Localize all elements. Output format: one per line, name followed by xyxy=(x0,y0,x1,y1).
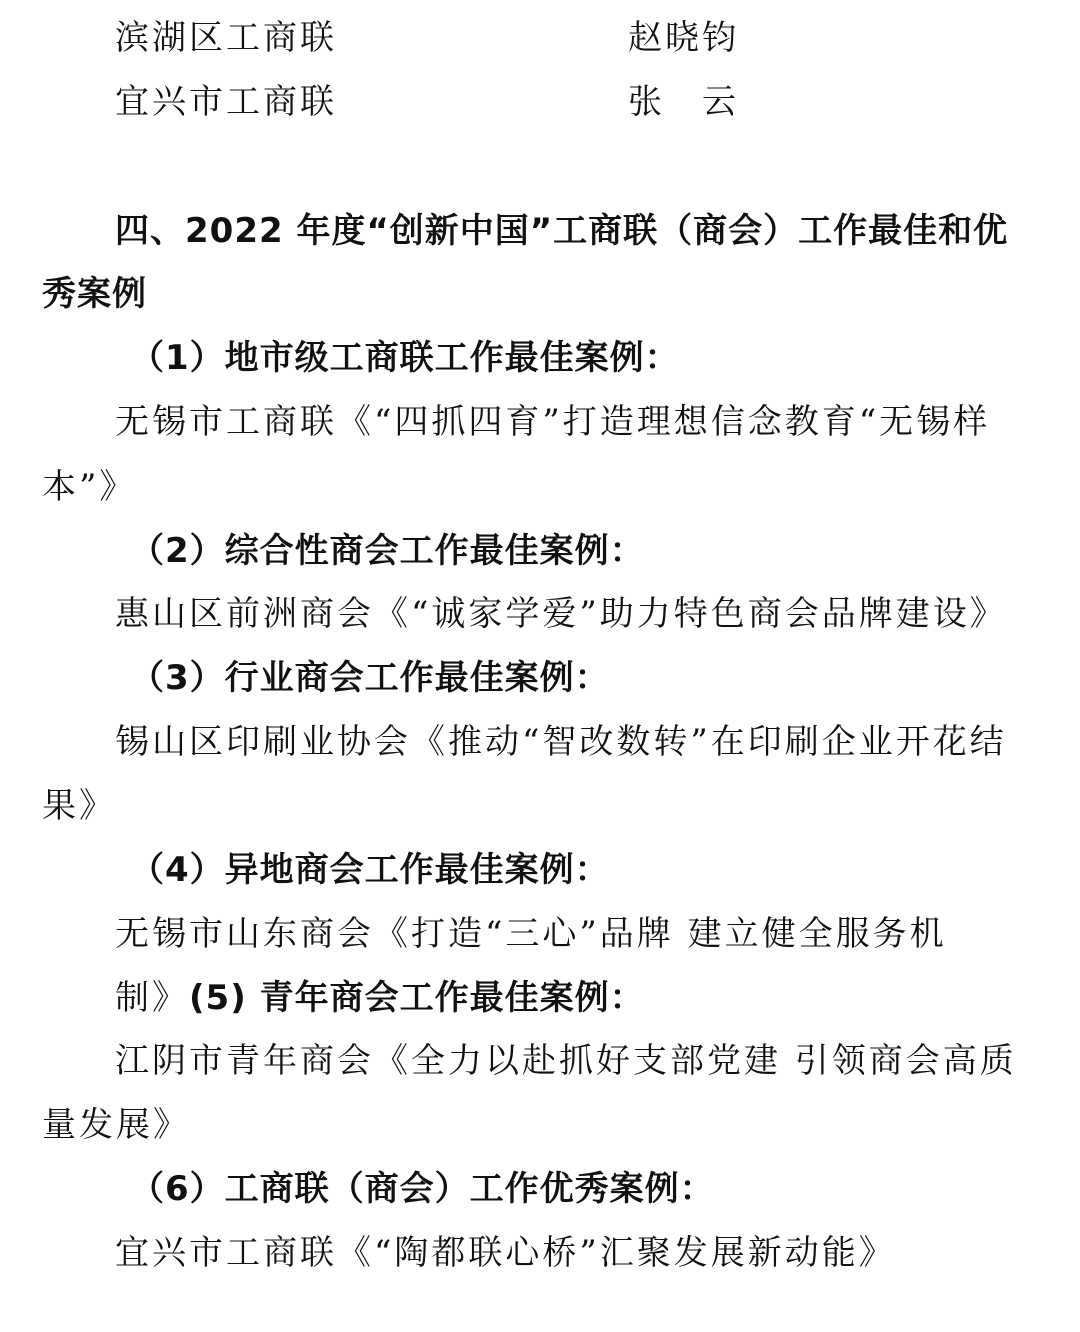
section-title-line2: 秀案例 xyxy=(42,274,147,314)
case-entry-continued: 量发展》 xyxy=(42,1105,190,1145)
case-entry-continued: 果》 xyxy=(42,786,116,826)
case-entry-continued: 制》 xyxy=(115,978,189,1018)
section-title-line1: 四、2022 年度“创新中国”工商联（商会）工作最佳和优 xyxy=(115,211,1009,251)
case-entry: 宜兴市工商联《“陶都联心桥”汇聚发展新动能》 xyxy=(115,1233,896,1273)
case-heading: (5) 青年商会工作最佳案例： xyxy=(189,978,645,1018)
case-heading: （2）综合性商会工作最佳案例： xyxy=(130,531,645,571)
case-entry: 无锡市工商联《“四抓四育”打造理想信念教育“无锡样 xyxy=(115,402,991,442)
case-entry-continued: 本”》 xyxy=(42,467,137,507)
case-entry: 无锡市山东商会《打造“三心”品牌 建立健全服务机 xyxy=(115,914,947,954)
person-name: 张 云 xyxy=(628,82,739,122)
case-entry: 锡山区印刷业协会《推动“智改数转”在印刷企业开花结 xyxy=(115,722,1007,762)
org-name: 滨湖区工商联 xyxy=(115,18,337,58)
case-heading: （6）工商联（商会）工作优秀案例： xyxy=(130,1169,715,1209)
case-entry: 惠山区前洲商会《“诚家学爱”助力特色商会品牌建设》 xyxy=(115,594,1007,634)
case-heading: （4）异地商会工作最佳案例： xyxy=(130,850,610,890)
case-entry-with-heading xyxy=(115,974,645,1022)
case-entry: 江阴市青年商会《全力以赴抓好支部党建 引领商会高质 xyxy=(115,1041,1017,1081)
case-heading: （3）行业商会工作最佳案例： xyxy=(130,658,610,698)
org-name: 宜兴市工商联 xyxy=(115,82,337,122)
case-heading: （1）地市级工商联工作最佳案例： xyxy=(130,338,680,378)
person-name: 赵晓钧 xyxy=(628,18,739,58)
